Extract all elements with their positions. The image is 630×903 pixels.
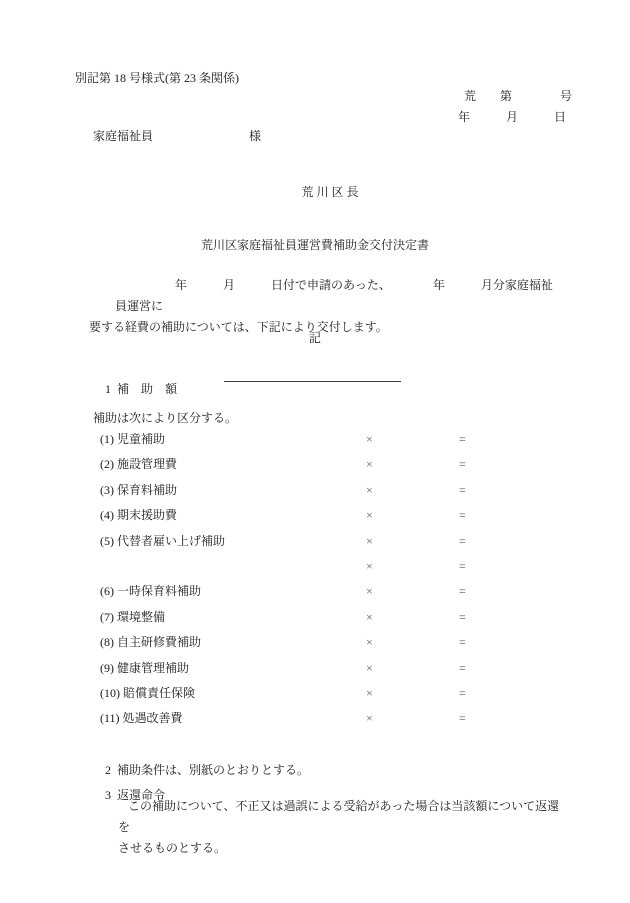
section-2-text: 補助条件は、別紙のとおりとする。 (117, 763, 310, 777)
equals-operator: = (459, 635, 466, 650)
equals-operator: = (459, 711, 466, 726)
breakdown-item-label: (2) 施設管理費 (100, 457, 177, 472)
breakdown-item-label: (1) 児童補助 (100, 432, 165, 446)
breakdown-item-label: (6) 一時保育料補助 (100, 584, 201, 599)
breakdown-item-label: (7) 環境整備 (100, 609, 165, 624)
multiply-operator: × (366, 432, 373, 446)
section-2-number: 2 (105, 763, 111, 777)
equals-operator: = (459, 685, 466, 700)
breakdown-row (0, 662, 630, 687)
issuer-name: 荒 川 区 長 (301, 185, 359, 199)
breakdown-row (0, 458, 630, 483)
equals-operator: = (459, 457, 466, 472)
multiply-operator: × (366, 660, 373, 675)
breakdown-row-continuation (0, 560, 630, 585)
amount-underline (224, 381, 401, 382)
multiply-operator: × (366, 482, 373, 497)
multiply-operator: × (366, 609, 373, 624)
breakdown-row (0, 636, 630, 661)
breakdown-row (0, 585, 630, 610)
multiply-operator: × (366, 533, 373, 548)
multiply-operator: × (366, 635, 373, 650)
breakdown-item-label: (8) 自主研修費補助 (100, 635, 201, 650)
multiply-operator: × (366, 584, 373, 599)
equals-operator: = (459, 432, 466, 446)
multiply-operator: × (366, 558, 373, 573)
body-paragraph-line-1: 年 月 日付で申請のあった、 年 月分家庭福祉員運営に (115, 278, 553, 313)
breakdown-row (0, 509, 630, 534)
section-3-label: 返還命令 (117, 788, 166, 802)
multiply-operator: × (366, 508, 373, 523)
equals-operator: = (459, 660, 466, 675)
section-1-number: 1 (105, 382, 111, 396)
subdivision-note: 補助は次により区分する。 (93, 411, 238, 425)
equals-operator: = (459, 584, 466, 599)
section-3-number: 3 (105, 788, 111, 802)
breakdown-item-label: (9) 健康管理補助 (100, 660, 189, 675)
breakdown-row (0, 687, 630, 712)
issue-date: 年 月 日 (457, 110, 566, 124)
body-paragraph-line-2: 要する経費の補助については、下記により交付します。 (89, 320, 388, 334)
breakdown-row (0, 535, 630, 560)
multiply-operator: × (366, 685, 373, 700)
multiply-operator: × (366, 711, 373, 726)
section-3-body-line-1: この補助について、不正又は過誤による受給があった場合は当該額について返還を (118, 799, 560, 834)
breakdown-row (0, 611, 630, 636)
reference-number: 荒 第 号 (463, 89, 572, 103)
addressee-line: 家庭福祉員 様 (93, 129, 262, 143)
breakdown-row (0, 712, 630, 737)
breakdown-item-label: (5) 代替者雇い上げ補助 (100, 533, 225, 548)
equals-operator: = (459, 533, 466, 548)
multiply-operator: × (366, 457, 373, 472)
breakdown-list (0, 433, 630, 738)
ki-marker: 記 (308, 331, 321, 345)
equals-operator: = (459, 482, 466, 497)
breakdown-item-label: (11) 処遇改善費 (100, 711, 183, 726)
section-1-heading (93, 371, 177, 407)
breakdown-row (0, 433, 630, 458)
breakdown-row (0, 484, 630, 509)
form-number: 別記第 18 号様式(第 23 条関係) (75, 71, 239, 85)
breakdown-item-label: (3) 保育料補助 (100, 482, 177, 497)
document-title: 荒川区家庭福祉員運営費補助金交付決定書 (200, 238, 429, 252)
section-3-body-line-2: させるものとする。 (118, 841, 227, 855)
section-1-label: 補 助 額 (117, 382, 178, 396)
reference-number-block (458, 90, 572, 123)
equals-operator: = (459, 558, 466, 573)
breakdown-item-label: (4) 期末援助費 (100, 508, 177, 523)
section-3-body (118, 796, 568, 859)
body-paragraph (89, 275, 563, 338)
equals-operator: = (459, 508, 466, 523)
breakdown-item-label: (10) 賠償責任保険 (100, 685, 195, 700)
equals-operator: = (459, 609, 466, 624)
